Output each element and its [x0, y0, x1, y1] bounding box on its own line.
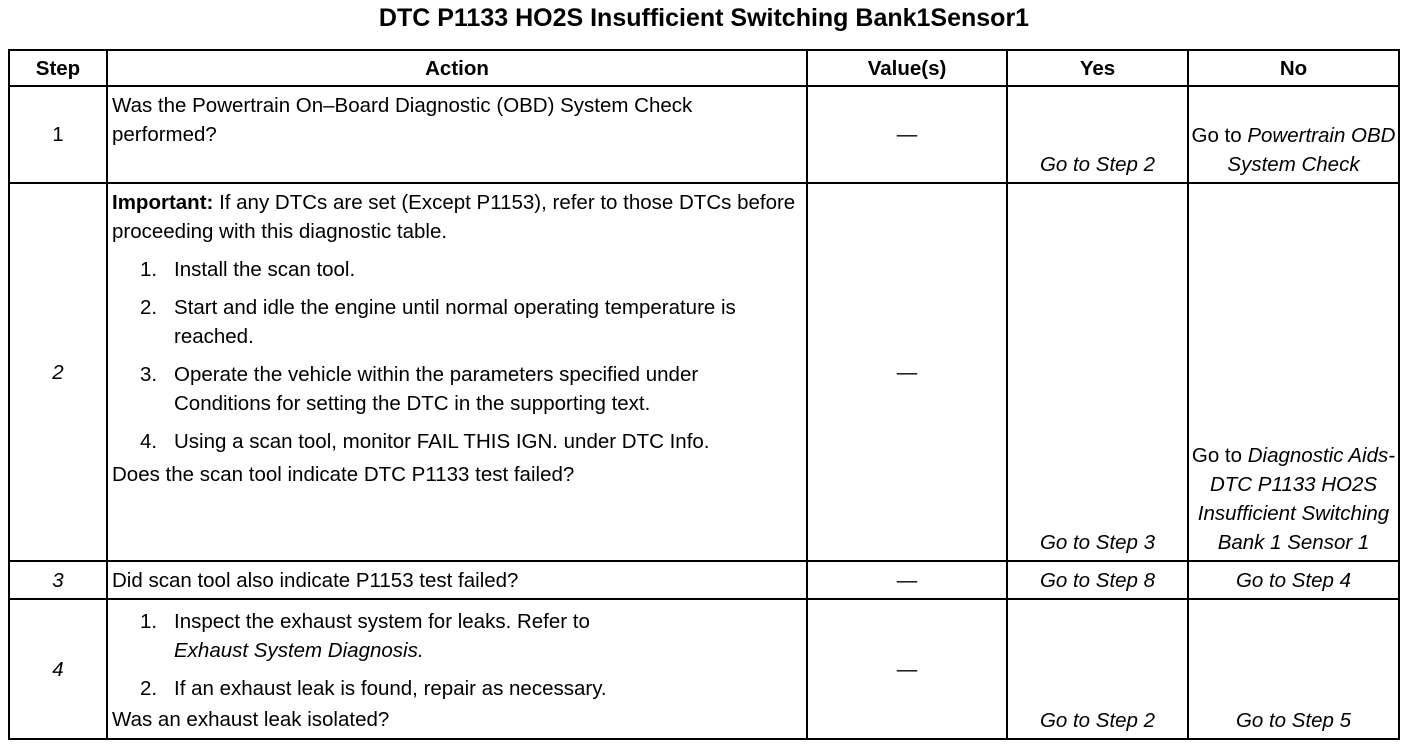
list-item-number: 2. — [140, 677, 158, 700]
table-row-step-3 — [9, 561, 1399, 599]
yes-cell — [1007, 86, 1188, 183]
list-item-number: 2. — [140, 296, 158, 319]
list-item-number: 3. — [140, 363, 158, 386]
action-cell — [107, 561, 807, 599]
action-text: Was the Powertrain On–Board Diagnostic (OBD) System Check performed? — [112, 94, 693, 146]
value-dash: — — [896, 123, 918, 146]
list-item — [112, 607, 800, 665]
list-item — [112, 293, 800, 351]
no-link[interactable]: Powertrain OBD System Check — [1227, 124, 1396, 176]
no-prefix: Go to — [1191, 444, 1243, 467]
step-number: 2 — [9, 183, 107, 561]
exhaust-diagnosis-link[interactable]: Exhaust System Diagnosis. — [174, 639, 424, 662]
no-cell — [1188, 599, 1399, 739]
value-dash: — — [896, 360, 918, 384]
list-item — [112, 674, 800, 703]
procedure-list — [112, 255, 800, 456]
list-item-number: 1. — [140, 610, 158, 633]
list-item — [112, 360, 800, 418]
no-link[interactable]: Diagnostic Aids-DTC P1133 HO2S Insufficient Switching Bank 1 Sensor 1 — [1197, 444, 1396, 554]
step-number: 3 — [9, 561, 107, 599]
table-row-step-4 — [9, 599, 1399, 739]
list-item-text: Start and idle the engine until normal operating temperature is reached. — [174, 296, 736, 348]
action-cell — [107, 86, 807, 183]
yes-link[interactable]: Go to Step 8 — [1039, 568, 1156, 592]
page-title: DTC P1133 HO2S Insufficient Switching Bank1Sensor1 — [378, 4, 1030, 32]
procedure-list — [112, 607, 800, 703]
action-question: Was an exhaust leak isolated? — [112, 708, 390, 731]
table-row-step-2 — [9, 183, 1399, 561]
list-item — [112, 427, 800, 456]
yes-link[interactable]: Go to Step 2 — [1039, 709, 1156, 732]
action-cell — [107, 183, 807, 561]
column-header-values: Value(s) — [807, 50, 1007, 86]
column-header-step: Step — [9, 50, 107, 86]
list-item-text: If an exhaust leak is found, repair as necessary. — [174, 677, 607, 700]
important-text: If any DTCs are set (Except P1153), refer to those DTCs before proceeding with this diagnostic table. — [112, 191, 796, 243]
yes-cell — [1007, 599, 1188, 739]
action-question: Does the scan tool indicate DTC P1133 test failed? — [112, 463, 575, 486]
no-link[interactable]: Go to Step 4 — [1235, 568, 1352, 592]
yes-cell — [1007, 561, 1188, 599]
value-cell — [807, 86, 1007, 183]
column-header-action: Action — [107, 50, 807, 86]
list-item-number: 4. — [140, 430, 158, 453]
list-item-number: 1. — [140, 258, 158, 281]
no-link[interactable]: Go to Step 5 — [1235, 709, 1352, 732]
diagnostic-table — [8, 49, 1400, 740]
no-cell — [1188, 183, 1399, 561]
action-cell — [107, 599, 807, 739]
yes-cell — [1007, 183, 1188, 561]
action-text: Did scan tool also indicate P1153 test failed? — [112, 568, 519, 592]
yes-link[interactable]: Go to Step 2 — [1039, 153, 1156, 176]
list-item — [112, 255, 800, 284]
list-item-text: Install the scan tool. — [174, 258, 356, 281]
value-cell — [807, 561, 1007, 599]
important-label: Important: — [112, 191, 214, 214]
no-cell — [1188, 561, 1399, 599]
list-item-text: Inspect the exhaust system for leaks. Refer to — [174, 610, 590, 633]
table-header-row — [9, 50, 1399, 86]
table-row-step-1 — [9, 86, 1399, 183]
list-item-text: Operate the vehicle within the parameters specified under Conditions for setting the DTC in the supporting text. — [174, 363, 699, 415]
list-item-text: Using a scan tool, monitor FAIL THIS IGN. under DTC Info. — [174, 430, 710, 453]
important-note — [112, 188, 800, 246]
no-cell — [1188, 86, 1399, 183]
value-cell — [807, 183, 1007, 561]
step-number: 4 — [9, 599, 107, 739]
step-number: 1 — [9, 86, 107, 183]
value-cell — [807, 599, 1007, 739]
column-header-no: No — [1188, 50, 1399, 86]
no-prefix: Go to — [1191, 124, 1242, 147]
value-dash: — — [896, 568, 918, 592]
value-dash: — — [896, 657, 918, 681]
column-header-yes: Yes — [1007, 50, 1188, 86]
yes-link[interactable]: Go to Step 3 — [1039, 531, 1156, 554]
